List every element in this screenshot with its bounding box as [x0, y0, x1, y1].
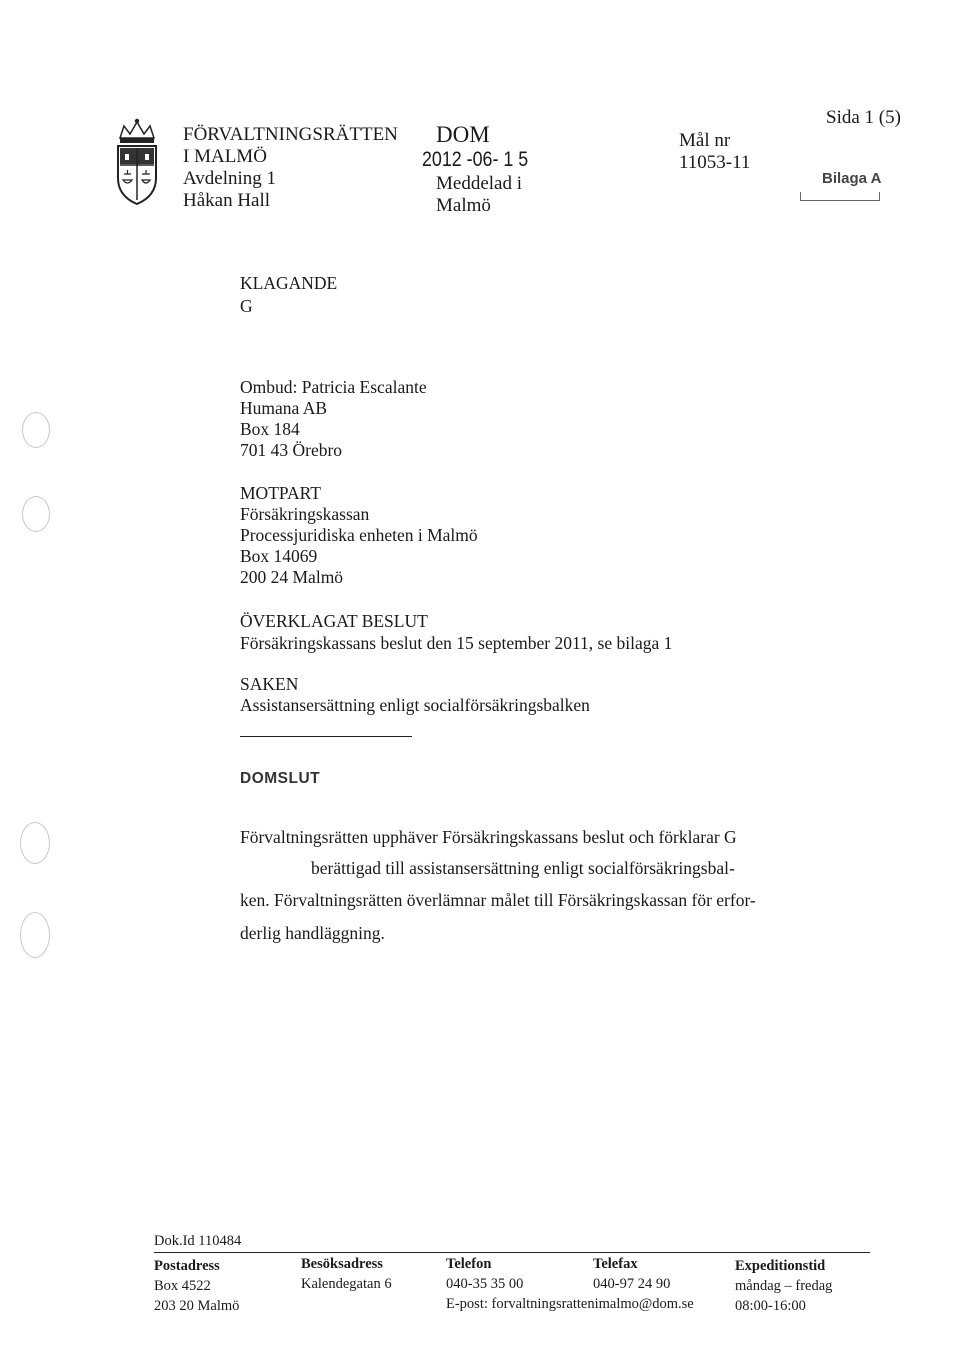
court-name-line1: FÖRVALTNINGSRÄTTEN	[183, 124, 398, 145]
case-number-label: Mål nr	[679, 130, 731, 151]
issued-place: Malmö	[436, 195, 491, 216]
counterparty-line: Box 14069	[240, 546, 318, 566]
ruling-heading: DOMSLUT	[240, 770, 321, 787]
attachment-stamp-label: Bilaga A	[822, 170, 882, 187]
footer-value: Kalendegatan 6	[301, 1276, 392, 1292]
appellant-name: G	[240, 296, 253, 316]
division: Avdelning 1	[183, 168, 277, 189]
case-number: 11053-11	[679, 152, 751, 173]
document-id: Dok.Id 110484	[154, 1233, 242, 1249]
footer-heading: Telefax	[593, 1256, 638, 1272]
footer-value: 08:00-16:00	[735, 1298, 806, 1314]
appealed-decision-heading: ÖVERKLAGAT BESLUT	[240, 611, 428, 631]
appellant-heading: KLAGANDE	[240, 273, 338, 293]
representative-line: Box 184	[240, 419, 300, 439]
footer-value: Box 4522	[154, 1278, 211, 1294]
footer-visiting-address	[301, 1254, 392, 1294]
page-indicator: Sida 1 (5)	[826, 107, 901, 128]
footer-rule	[154, 1252, 870, 1253]
footer-postal-address	[154, 1256, 239, 1316]
punch-hole-3	[20, 822, 50, 864]
matter-text: Assistansersättning enligt socialförsäkringsbalken	[240, 695, 590, 715]
section-divider	[240, 736, 412, 737]
punch-hole-2	[22, 496, 50, 532]
matter-heading: SAKEN	[240, 674, 299, 694]
court-name-line2: I MALMÖ	[183, 146, 267, 167]
footer-heading: Telefon	[446, 1256, 492, 1272]
counterparty-line: Försäkringskassan	[240, 504, 370, 524]
appealed-decision-text: Försäkringskassans beslut den 15 september 2011, se bilaga 1	[240, 633, 673, 653]
representative-line: Ombud: Patricia Escalante	[240, 377, 427, 397]
footer-heading: Expeditionstid	[735, 1258, 826, 1274]
footer-heading: Besöksadress	[301, 1256, 383, 1272]
footer-value: måndag – fredag	[735, 1278, 833, 1294]
counterparty-heading: MOTPART	[240, 483, 321, 503]
court-coat-of-arms-logo	[112, 118, 162, 206]
attachment-stamp	[800, 166, 880, 206]
counterparty-line: 200 24 Malmö	[240, 567, 344, 587]
footer-heading: Postadress	[154, 1258, 220, 1274]
ruling-line: berättigad till assistansersättning enligt socialförsäkringsbal-	[311, 858, 735, 878]
ruling-line: ken. Förvaltningsrätten överlämnar målet till Försäkringskassan för erfor-	[240, 890, 756, 910]
footer-value: 040-35 35 00	[446, 1276, 524, 1292]
footer-office-hours	[735, 1256, 832, 1316]
footer-fax	[593, 1254, 670, 1294]
representative-line: 701 43 Örebro	[240, 440, 343, 460]
issued-label: Meddelad i	[436, 173, 523, 194]
ruling-line: derlig handläggning.	[240, 923, 385, 943]
footer-value: E-post: forvaltningsrattenimalmo@dom.se	[446, 1296, 694, 1312]
judge-name: Håkan Hall	[183, 190, 271, 211]
representative-line: Humana AB	[240, 398, 328, 418]
stamp-date: 2012 -06- 1 5	[422, 148, 529, 171]
footer-value: 203 20 Malmö	[154, 1298, 240, 1314]
counterparty-line: Processjuridiska enheten i Malmö	[240, 525, 478, 545]
ruling-line: Förvaltningsrätten upphäver Försäkringskassans beslut och förklarar G	[240, 827, 737, 847]
punch-hole-4	[20, 912, 50, 958]
document-type: DOM	[436, 122, 490, 147]
footer-value: 040-97 24 90	[593, 1276, 671, 1292]
punch-hole-1	[22, 412, 50, 448]
